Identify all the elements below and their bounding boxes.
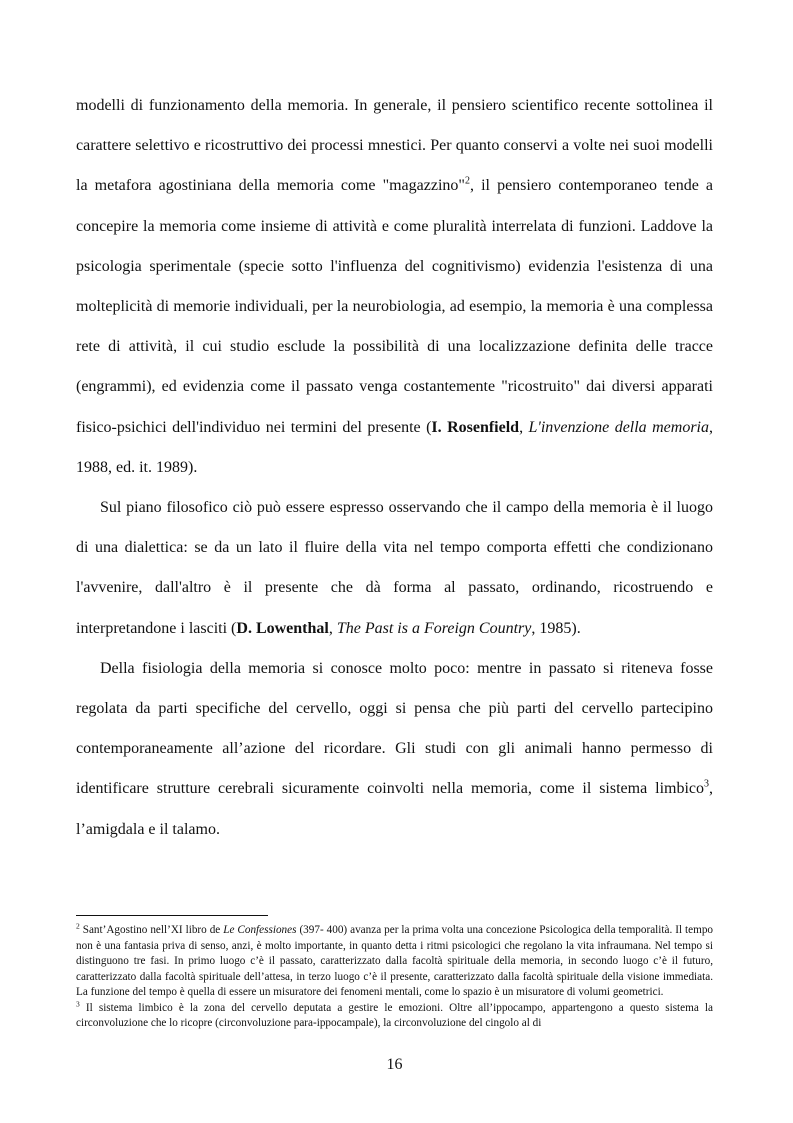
paragraph-1-text-a: modelli di funzionamento della memoria. In generale, il pensiero scientifico recente sottolinea il carattere selettivo e ricostruttivo dei processi mnestici. Per quanto conservi a volte nei suoi modelli la metafora agostiniana della memoria come "magazzino" <box>76 97 713 195</box>
paragraph-3 <box>76 649 713 850</box>
footnote-2-title: Le Confessiones <box>223 924 297 936</box>
footnote-ref-2: 2 <box>464 176 470 188</box>
paragraph-2-sep: , <box>328 619 337 637</box>
paragraph-1-text-b: , il pensiero contemporaneo tende a concepire la memoria come insieme di attività e come pluralità interrelata di funzioni. Laddove la psicologia sperimentale (specie sotto l'influenza del cognitivismo) evidenzia l'esistenza di una molteplicità di memorie individuali, per la neurobiologia, ad esempio, la memoria è una complessa rete di attività, il cui studio esclude la possibilità di una localizzazione definita delle tracce (engrammi), ed evidenzia come il passato venga costantemente "ricostruito" dai diversi apparati fisico-psichici dell'individuo nei termini del presente ( <box>76 177 714 436</box>
paragraph-2-text-c: , 1985). <box>531 619 581 637</box>
footnote-2-text-a: Sant’Agostino nell’XI libro de <box>79 924 224 936</box>
footnotes <box>76 923 713 1032</box>
paragraph-2 <box>76 488 713 649</box>
footnote-ref-3: 3 <box>704 779 709 791</box>
paragraph-1 <box>76 86 713 488</box>
paragraph-2-text-a: Sul piano filosofico ciò può essere espresso osservando che il campo della memoria è il luogo di una dialettica: se da un lato il fluire della vita nel tempo comporta effetti che condizionano l'avvenire, dall'altro è il presente che dà forma al passato, ordinando, ricostruendo e interpretandone i lasciti ( <box>76 499 713 637</box>
citation-author-rosenfield: I. Rosenfield <box>431 418 520 436</box>
page-number: 16 <box>386 1056 403 1073</box>
footnote-3 <box>76 998 713 1032</box>
footnote-2-number: 2 <box>76 921 80 931</box>
paragraph-1-text-c: , 1988, ed. it. 1989). <box>76 418 714 476</box>
footnote-3-number: 3 <box>76 998 80 1008</box>
footnote-2-text-b: (397- 400) avanza per la prima volta una concezione Psicologica della temporalità. Il tempo non è una fantasia priva di senso, anzi, è molto importante, in quanto detta i ritmi psicologici che regolano la vita infraumana. Nel tempo si distinguono tre fasi. In primo luogo c’è il passato, caratterizzato dalla facoltà spirituale della memoria, in secondo luogo c’è il futuro, caratterizzato dalla facoltà spirituale dell’attesa, in terzo luogo c’è il presente, caratterizzato dalla facoltà spirituale della visione immediata. La funzione del tempo è quella di essere un misuratore dei fenomeni mentali, come lo spazio è un misuratore di volumi geometrici. <box>76 924 714 998</box>
citation-title-lowenthal: The Past is a Foreign Country <box>336 619 532 637</box>
footnote-3-text: Il sistema limbico è la zona del cervello deputata a gestire le emozioni. Oltre all’ippocampo, appartengono a questo sistema la circonvoluzione che lo ricopre (circonvoluzione para-ippocampale), la circonvoluzione del cingolo al di <box>76 1001 713 1029</box>
footnote-2 <box>76 923 713 1001</box>
citation-title-rosenfield: L'invenzione della memoria <box>528 418 710 436</box>
paragraph-3-text-b: , l’amigdala e il talamo. <box>76 780 713 838</box>
citation-author-lowenthal: D. Lowenthal <box>236 619 329 637</box>
paragraph-1-sep: , <box>519 418 529 436</box>
footnote-divider <box>76 915 268 916</box>
paragraph-3-text-a: Della fisiologia della memoria si conosce molto poco: mentre in passato si riteneva fosse regolata da parti specifiche del cervello, oggi si pensa che più parti del cervello partecipino contemporaneamente all’azione del ricordare. Gli studi con gli animali hanno permesso di identificare strutture cerebrali sicuramente coinvolti nella memoria, come il sistema limbico <box>76 659 713 798</box>
body-text <box>76 86 713 850</box>
